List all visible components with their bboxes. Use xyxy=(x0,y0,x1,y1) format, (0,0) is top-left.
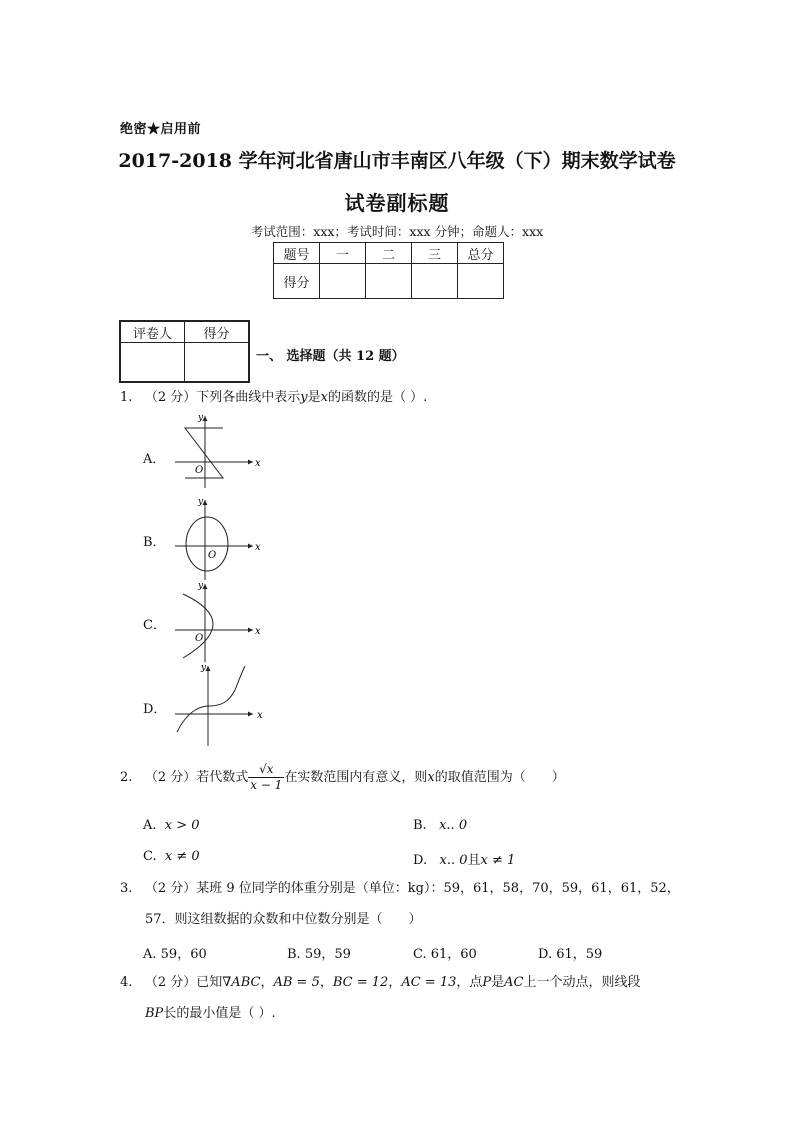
option-a-label[interactable]: A． xyxy=(143,452,166,467)
question-text: 若代数式 xyxy=(196,770,249,785)
score-header-cell: 三 xyxy=(412,243,458,264)
score-cell[interactable] xyxy=(320,264,366,299)
origin-label: O xyxy=(195,633,204,644)
option-label: B. xyxy=(413,818,427,833)
question-3 xyxy=(120,879,680,899)
question-text: 上一个动点，则线段 xyxy=(523,975,641,990)
question-number: 4. xyxy=(120,975,133,990)
axis-x-label: x xyxy=(255,626,261,637)
axis-y-label: y xyxy=(201,663,207,673)
option-expr: x.. 0 xyxy=(439,853,468,868)
question-points: （2 分） xyxy=(144,770,197,785)
option-c-label[interactable]: C． xyxy=(143,618,166,633)
option-d-graph[interactable] xyxy=(165,660,275,750)
axis-x-label: x xyxy=(257,710,263,721)
grader-header-cell: 得分 xyxy=(185,321,250,343)
math-expr: AB = 5 xyxy=(273,975,320,990)
grader-cell[interactable] xyxy=(185,343,250,383)
question-number: 1. xyxy=(120,390,133,405)
question-text: ，点 xyxy=(456,975,483,990)
question-text: 是 xyxy=(491,975,505,990)
score-cell[interactable] xyxy=(458,264,504,299)
exam-subtitle: 试卷副标题 xyxy=(344,191,450,215)
option-a-graph[interactable] xyxy=(165,410,275,492)
score-cell[interactable] xyxy=(366,264,412,299)
q2-option-a[interactable] xyxy=(143,818,200,833)
question-text: 的取值范围为（ ） xyxy=(434,770,565,785)
math-expr: AC = 13 xyxy=(401,975,457,990)
score-cell[interactable] xyxy=(412,264,458,299)
q3-option-a[interactable]: A. 59，60 xyxy=(143,947,207,962)
grader-header-cell: 评卷人 xyxy=(120,321,185,343)
option-expr: x ≠ 1 xyxy=(480,853,516,868)
question-text: 已知 xyxy=(196,975,223,990)
question-number: 2. xyxy=(120,770,133,785)
secret-mark: 绝密★启用前 xyxy=(120,122,202,137)
question-points: （2 分） xyxy=(144,881,197,896)
math-expr: AC xyxy=(504,975,524,990)
grader-cell[interactable] xyxy=(120,343,185,383)
q3-option-b[interactable]: B. 59，59 xyxy=(287,947,351,962)
q3-option-d[interactable]: D. 61，59 xyxy=(538,947,603,962)
q2-option-c[interactable] xyxy=(143,849,200,864)
question-points: （2 分） xyxy=(144,390,197,405)
option-suffix: 且 xyxy=(467,853,481,868)
exam-info: 考试范围：xxx；考试时间：xxx 分钟；命题人：xxx xyxy=(250,224,544,239)
math-expr: BP xyxy=(145,1006,164,1021)
origin-label: O xyxy=(208,550,217,561)
option-expr: x ≠ 0 xyxy=(164,849,200,864)
question-4 xyxy=(120,973,641,993)
score-row-label: 得分 xyxy=(274,264,320,299)
option-label: D. xyxy=(413,853,428,868)
question-number: 3. xyxy=(120,881,133,896)
q3-option-c[interactable]: C. 61，60 xyxy=(413,947,477,962)
question-text: 下列各曲线中表示 xyxy=(196,390,301,405)
fraction-numerator: √x xyxy=(248,762,284,778)
axis-x-label: x xyxy=(255,542,261,553)
option-b-graph[interactable] xyxy=(165,494,275,584)
section-title: 一、 选择题（共 12 题） xyxy=(256,349,405,364)
fraction-denominator: x − 1 xyxy=(250,778,283,792)
math-var: x xyxy=(427,770,435,785)
axis-y-label: y xyxy=(198,413,204,423)
question-points: （2 分） xyxy=(144,975,197,990)
score-header-cell: 二 xyxy=(366,243,412,264)
grader-table xyxy=(119,320,250,383)
q2-option-d[interactable] xyxy=(413,849,515,868)
question-text: 的函数的是（ ）. xyxy=(327,390,428,405)
question-text: 在实数范围内有意义，则 xyxy=(284,770,428,785)
option-label: C. xyxy=(143,849,157,864)
exam-title: 2017-2018 学年河北省唐山市丰南区八年级（下）期末数学试卷 xyxy=(118,150,676,172)
option-label: A. xyxy=(143,818,157,833)
question-text: 是 xyxy=(307,390,321,405)
score-table xyxy=(273,242,504,299)
score-header-cell: 题号 xyxy=(274,243,320,264)
option-c-graph[interactable] xyxy=(165,578,275,664)
origin-label: O xyxy=(195,465,204,476)
question-1 xyxy=(120,388,427,408)
option-b-label[interactable]: B． xyxy=(143,535,166,550)
fraction xyxy=(248,762,284,793)
question-2 xyxy=(120,762,565,793)
axis-y-label: y xyxy=(198,497,204,507)
option-d-label[interactable]: D． xyxy=(143,702,167,717)
question-text: ， xyxy=(319,975,333,990)
score-header-cell: 一 xyxy=(320,243,366,264)
math-expr: BC = 12 xyxy=(332,975,389,990)
question-3-line-2: 57．则这组数据的众数和中位数分别是（ ） xyxy=(145,912,422,927)
math-expr: ∇ABC xyxy=(222,975,261,990)
question-text: 某班 9 位同学的体重分别是（单位：kg）：59，61，58，70，59，61，61，52， xyxy=(196,881,680,896)
axis-y-label: y xyxy=(198,581,204,591)
question-text: ， xyxy=(388,975,402,990)
option-expr: x > 0 xyxy=(164,818,200,833)
question-4-line-2 xyxy=(145,1004,276,1024)
score-header-cell: 总分 xyxy=(458,243,504,264)
axis-x-label: x xyxy=(255,458,261,469)
math-var: x xyxy=(320,390,328,405)
question-text: ， xyxy=(260,975,274,990)
math-var: P xyxy=(482,975,492,990)
q2-option-b[interactable] xyxy=(413,818,467,833)
math-var: y xyxy=(300,390,308,405)
option-expr: x.. 0 xyxy=(439,818,468,833)
question-text: 长的最小值是（ ）. xyxy=(163,1006,276,1021)
